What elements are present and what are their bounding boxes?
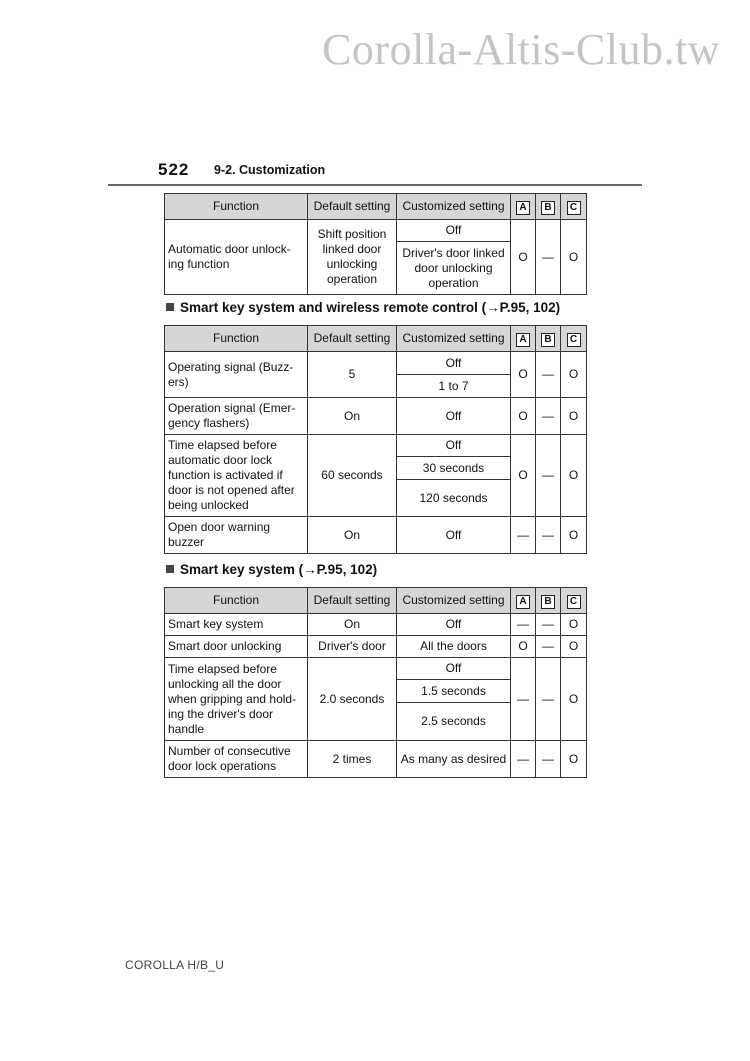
badge-c: C <box>567 595 581 609</box>
b-cell: — <box>536 435 561 517</box>
table-row <box>165 517 587 554</box>
custom-cell: 2.5 seconds <box>397 703 511 741</box>
col-customized: Customized setting <box>397 194 511 220</box>
watermark: Corolla-Altis-Club.tw <box>322 25 720 74</box>
badge-a: A <box>516 333 530 347</box>
a-cell: O <box>511 398 536 435</box>
c-cell: O <box>561 220 587 295</box>
function-cell: Time elapsed before automatic door lock function is activated if door is not opened after being unlocked <box>165 435 308 517</box>
section-title: 9-2. Customization <box>214 163 326 177</box>
table-header-row <box>165 326 587 352</box>
custom-cell: Off <box>397 658 511 680</box>
function-cell: Operating signal (Buzz-ers) <box>165 352 308 398</box>
c-cell: O <box>561 398 587 435</box>
custom-cell: All the doors <box>397 636 511 658</box>
table-header-row <box>165 588 587 614</box>
b-cell: — <box>536 741 561 778</box>
function-cell: Automatic door unlock-ing function <box>165 220 308 295</box>
section-heading-smart-key: Smart key system (→P.95, 102) <box>166 562 377 577</box>
custom-cell: Driver's door linked door unlocking operation <box>397 242 511 295</box>
col-default: Default setting <box>308 326 397 352</box>
c-cell: O <box>561 636 587 658</box>
badge-c: C <box>567 201 581 215</box>
table-row <box>165 398 587 435</box>
b-cell: — <box>536 658 561 741</box>
default-cell: On <box>308 517 397 554</box>
custom-cell: 120 seconds <box>397 480 511 517</box>
badge-b: B <box>541 201 555 215</box>
custom-cell: As many as desired <box>397 741 511 778</box>
table-row <box>165 658 587 680</box>
col-a <box>511 194 536 220</box>
col-a <box>511 588 536 614</box>
a-cell: O <box>511 636 536 658</box>
custom-cell: Off <box>397 435 511 457</box>
b-cell: — <box>536 398 561 435</box>
badge-b: B <box>541 333 555 347</box>
badge-a: A <box>516 595 530 609</box>
col-b <box>536 194 561 220</box>
a-cell: O <box>511 352 536 398</box>
b-cell: — <box>536 517 561 554</box>
b-cell: — <box>536 220 561 295</box>
badge-b: B <box>541 595 555 609</box>
c-cell: O <box>561 658 587 741</box>
col-function: Function <box>165 588 308 614</box>
table-row <box>165 352 587 375</box>
a-cell: — <box>511 517 536 554</box>
c-cell: O <box>561 614 587 636</box>
table-row <box>165 614 587 636</box>
custom-cell: 1.5 seconds <box>397 680 511 703</box>
custom-cell: Off <box>397 220 511 242</box>
badge-a: A <box>516 201 530 215</box>
c-cell: O <box>561 435 587 517</box>
c-cell: O <box>561 352 587 398</box>
col-c <box>561 194 587 220</box>
col-customized: Customized setting <box>397 588 511 614</box>
col-b <box>536 588 561 614</box>
col-default: Default setting <box>308 588 397 614</box>
col-function: Function <box>165 326 308 352</box>
default-cell: Shift position linked door unlocking operation <box>308 220 397 295</box>
square-bullet-icon <box>166 565 174 573</box>
b-cell: — <box>536 636 561 658</box>
custom-cell: 1 to 7 <box>397 375 511 398</box>
a-cell: — <box>511 741 536 778</box>
function-cell: Smart door unlocking <box>165 636 308 658</box>
custom-cell: Off <box>397 614 511 636</box>
table-row <box>165 741 587 778</box>
custom-cell: Off <box>397 352 511 375</box>
default-cell: 60 seconds <box>308 435 397 517</box>
b-cell: — <box>536 352 561 398</box>
a-cell: O <box>511 435 536 517</box>
custom-cell: 30 seconds <box>397 457 511 480</box>
footer-model: COROLLA H/B_U <box>125 958 225 972</box>
table-row <box>165 636 587 658</box>
a-cell: O <box>511 220 536 295</box>
a-cell: — <box>511 658 536 741</box>
col-c <box>561 326 587 352</box>
default-cell: 5 <box>308 352 397 398</box>
default-cell: On <box>308 398 397 435</box>
page-header <box>108 160 642 186</box>
table-header-row <box>165 194 587 220</box>
col-function: Function <box>165 194 308 220</box>
function-cell: Operation signal (Emer-gency flashers) <box>165 398 308 435</box>
section-heading-smart-key-wireless: Smart key system and wireless remote control (→P.95, 102) <box>166 300 560 315</box>
customization-table-smart-key-wireless <box>164 325 587 554</box>
custom-cell: Off <box>397 398 511 435</box>
function-cell: Smart key system <box>165 614 308 636</box>
custom-cell: Off <box>397 517 511 554</box>
col-c <box>561 588 587 614</box>
function-cell: Time elapsed before unlocking all the door when gripping and hold-ing the driver's door handle <box>165 658 308 741</box>
col-b <box>536 326 561 352</box>
table-row <box>165 220 587 242</box>
default-cell: Driver's door <box>308 636 397 658</box>
default-cell: 2.0 seconds <box>308 658 397 741</box>
customization-table-door-unlock <box>164 193 587 295</box>
badge-c: C <box>567 333 581 347</box>
default-cell: 2 times <box>308 741 397 778</box>
function-cell: Number of consecutive door lock operations <box>165 741 308 778</box>
col-default: Default setting <box>308 194 397 220</box>
col-customized: Customized setting <box>397 326 511 352</box>
a-cell: — <box>511 614 536 636</box>
col-a <box>511 326 536 352</box>
page-number: 522 <box>158 160 190 179</box>
c-cell: O <box>561 517 587 554</box>
b-cell: — <box>536 614 561 636</box>
customization-table-smart-key <box>164 587 587 778</box>
default-cell: On <box>308 614 397 636</box>
square-bullet-icon <box>166 303 174 311</box>
c-cell: O <box>561 741 587 778</box>
function-cell: Open door warning buzzer <box>165 517 308 554</box>
table-row <box>165 435 587 457</box>
